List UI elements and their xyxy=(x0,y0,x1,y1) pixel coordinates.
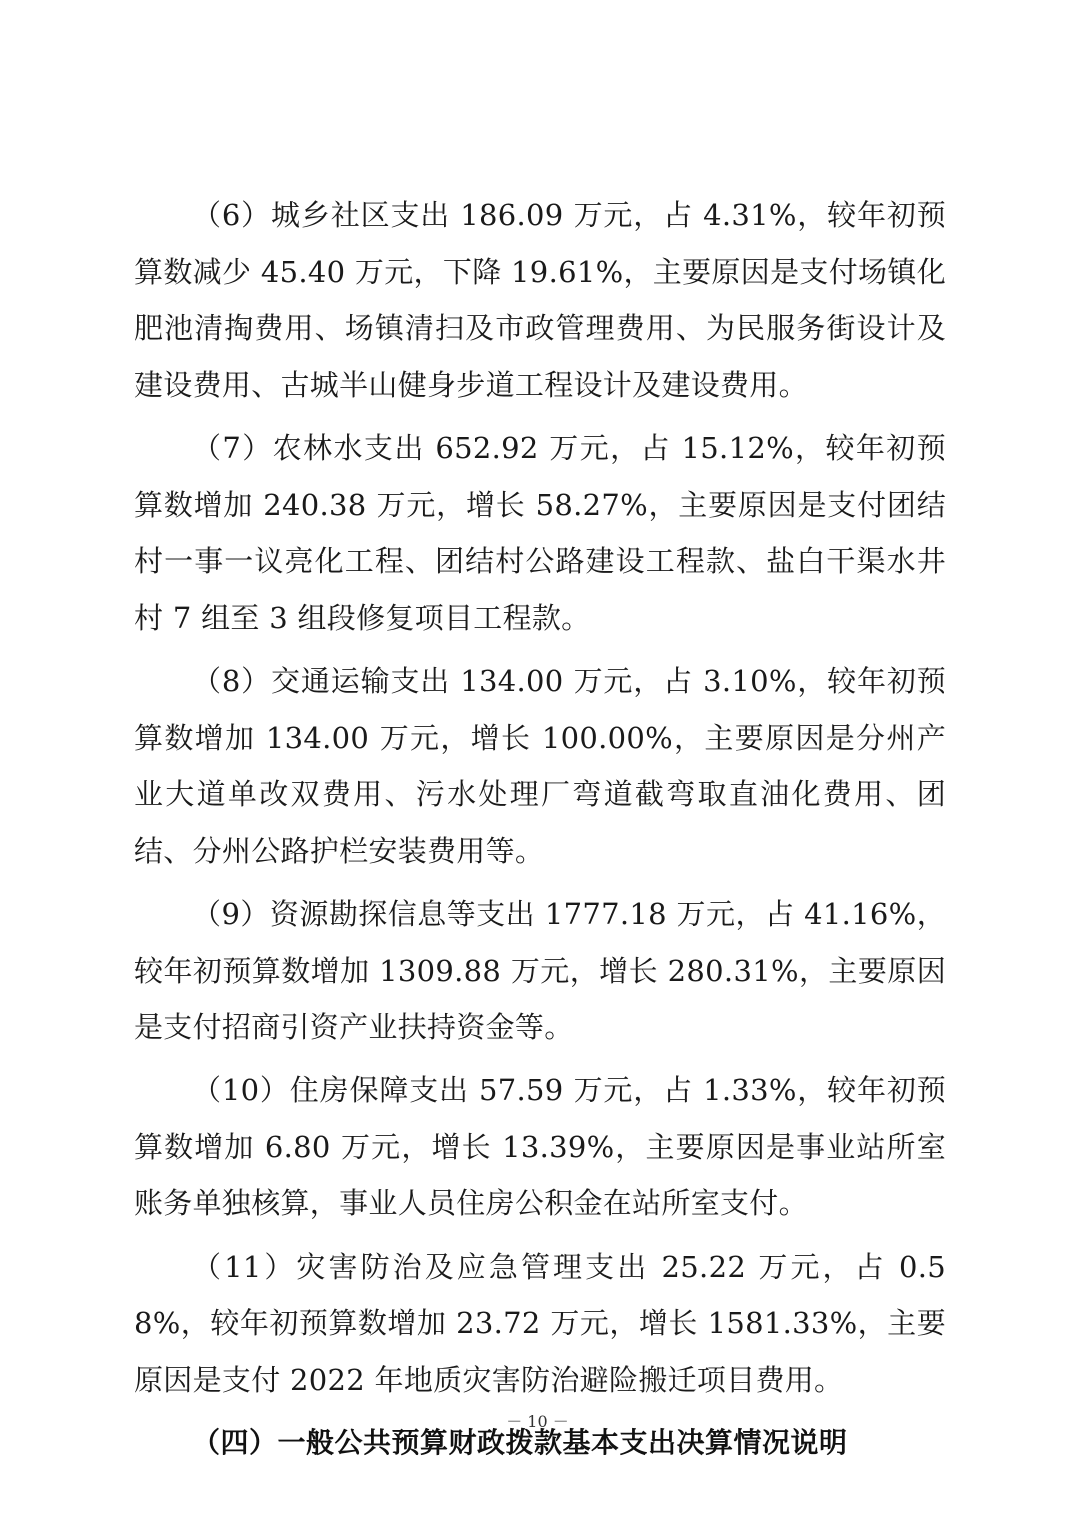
paragraph-agriculture-forestry-water: （7）农林水支出 652.92 万元，占 15.12%，较年初预算数增加 240.38 万元，增长 58.27%，主要原因是支付团结村一事一议亮化工程、团结村公路建设工程款、盐白干渠水井村 7 组至 3 组段修复项目工程款。 xyxy=(134,430,946,635)
paragraph-disaster-prevention: （11）灾害防治及应急管理支出 25.22 万元，占 0.58%，较年初预算数增加 23.72 万元，增长 1581.33%，主要原因是支付 2022 年地质灾害防治避险搬迁项目费用。 xyxy=(134,1249,946,1397)
section-heading: （四）一般公共预算财政拨款基本支出决算情况说明 xyxy=(192,1426,848,1460)
paragraph-urban-rural-community: （6）城乡社区支出 186.09 万元，占 4.31%，较年初预算数减少 45.40 万元，下降 19.61%，主要原因是支付场镇化肥池清掏费用、场镇清扫及市政管理费用、为民服务街设计及建设费用、古城半山健身步道工程设计及建设费用。 xyxy=(134,198,946,402)
paragraph-resource-exploration: （9）资源勘探信息等支出 1777.18 万元，占 41.16%，较年初预算数增加 1309.88 万元，增长 280.31%，主要原因是支付招商引资产业扶持资金等。 xyxy=(134,896,946,1045)
paragraph-housing-security: （10）住房保障支出 57.59 万元，占 1.33%，较年初预算数增加 6.80 万元，增长 13.39%，主要原因是事业站所室账务单独核算，事业人员住房公积金在站所室支付。 xyxy=(134,1073,946,1221)
paragraph-transportation: （8）交通运输支出 134.00 万元，占 3.10%，较年初预算数增加 134.00 万元，增长 100.00%，主要原因是分州产业大道单改双费用、污水处理厂弯道截弯取直油化费用、团结、分州公路护栏安装费用等。 xyxy=(134,663,946,868)
document-body xyxy=(134,187,946,1471)
page-number: － 10 － xyxy=(506,1412,569,1431)
